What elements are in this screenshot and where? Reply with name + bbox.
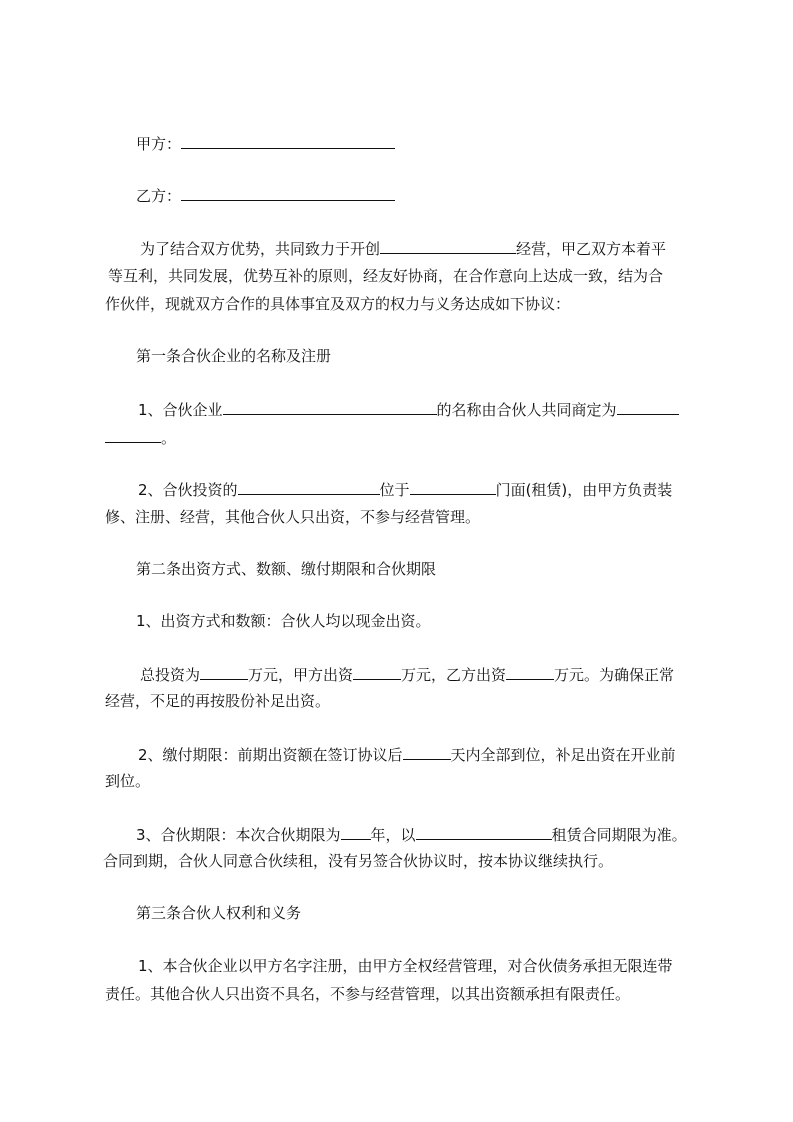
total-blank bbox=[200, 663, 248, 680]
article-3-item-1: 1、本合伙企业以甲方名字注册，由甲方全权经营管理，对合伙债务承担无限连带 bbox=[138, 957, 673, 975]
article-2-item-3-text: 3、合伙期限：本次合伙期限为 bbox=[136, 826, 341, 844]
company-name-blank bbox=[223, 398, 437, 415]
intro-text-2: 经营，甲乙双方本着平 bbox=[516, 240, 667, 258]
party-b-label: 乙方： bbox=[136, 187, 182, 205]
location-blank bbox=[410, 478, 496, 495]
article-1-item-1-text: 1、合伙企业 bbox=[138, 401, 223, 419]
article-2-item-3-cont: 合同到期，合伙人同意合伙续租，没有另签合伙协议时，按本协议继续执行。 bbox=[103, 852, 614, 870]
article-1-item-2 bbox=[138, 478, 672, 500]
article-2-item-3 bbox=[136, 823, 687, 845]
article-2-item-1: 1、出资方式和数额：合伙人均以现金出资。 bbox=[136, 612, 431, 630]
party-b-line bbox=[136, 184, 395, 206]
total-text-4: 万元。为确保正常 bbox=[554, 666, 675, 684]
article-1-item-1-text-2: 的名称由合伙人共同商定为 bbox=[436, 401, 617, 419]
article-2-item-2-text-2: 天内全部到位，补足出资在开业前 bbox=[450, 746, 676, 764]
intro-line-2: 等互利，共同发展，优势互补的原则，经友好协商，在合作意向上达成一致，结为合 bbox=[108, 267, 664, 285]
article-1-item-1-end: 。 bbox=[161, 429, 177, 447]
article-2-item-3-text-3: 租赁合同期限为准。 bbox=[551, 826, 687, 844]
investment-blank bbox=[238, 478, 380, 495]
total-text-2: 万元，甲方出资 bbox=[248, 666, 354, 684]
total-investment-cont: 经营，不足的再按股份补足出资。 bbox=[105, 692, 331, 710]
article-1-item-2-text-3: 门面(租赁)，由甲方负责装 bbox=[495, 481, 673, 499]
total-investment-line bbox=[140, 663, 674, 685]
intro-line-1 bbox=[140, 237, 666, 259]
article-1-title: 第一条合伙企业的名称及注册 bbox=[136, 347, 332, 365]
article-1-item-2-text: 2、合伙投资的 bbox=[138, 481, 238, 499]
party-a-blank bbox=[181, 132, 395, 149]
article-2-item-2 bbox=[138, 743, 676, 765]
article-2-title: 第二条出资方式、数额、缴付期限和合伙期限 bbox=[136, 560, 437, 578]
article-1-item-2-text-2: 位于 bbox=[379, 481, 410, 499]
intro-line-3: 作伙伴，现就双方合作的具体事宜及双方的权力与义务达成如下协议： bbox=[105, 295, 571, 313]
article-3-title: 第三条合伙人权利和义务 bbox=[136, 904, 302, 922]
business-blank bbox=[380, 237, 516, 254]
agreed-name-blank-cont bbox=[105, 426, 161, 443]
party-a-amount-blank bbox=[353, 663, 401, 680]
article-1-item-1-cont bbox=[105, 426, 176, 448]
agreed-name-blank bbox=[617, 398, 679, 415]
party-b-amount-blank bbox=[506, 663, 554, 680]
article-2-item-2-cont: 到位。 bbox=[105, 772, 151, 790]
article-2-item-2-text: 2、缴付期限：前期出资额在签订协议后 bbox=[138, 746, 403, 764]
article-2-item-3-text-2: 年，以 bbox=[370, 826, 416, 844]
days-blank bbox=[403, 743, 451, 760]
party-a-line bbox=[136, 132, 395, 154]
article-1-item-2-cont: 修、注册、经营，其他合伙人只出资，不参与经营管理。 bbox=[105, 508, 481, 526]
party-b-blank bbox=[181, 184, 395, 201]
lease-blank bbox=[416, 823, 552, 840]
article-3-item-1-cont: 责任。其他合伙人只出资不具名，不参与经营管理，以其出资额承担有限责任。 bbox=[105, 985, 631, 1003]
total-text-1: 总投资为 bbox=[140, 666, 201, 684]
intro-text-1: 为了结合双方优势，共同致力于开创 bbox=[140, 240, 381, 258]
party-a-label: 甲方： bbox=[136, 135, 182, 153]
total-text-3: 万元，乙方出资 bbox=[401, 666, 507, 684]
years-blank bbox=[341, 823, 371, 840]
article-1-item-1 bbox=[138, 398, 679, 420]
